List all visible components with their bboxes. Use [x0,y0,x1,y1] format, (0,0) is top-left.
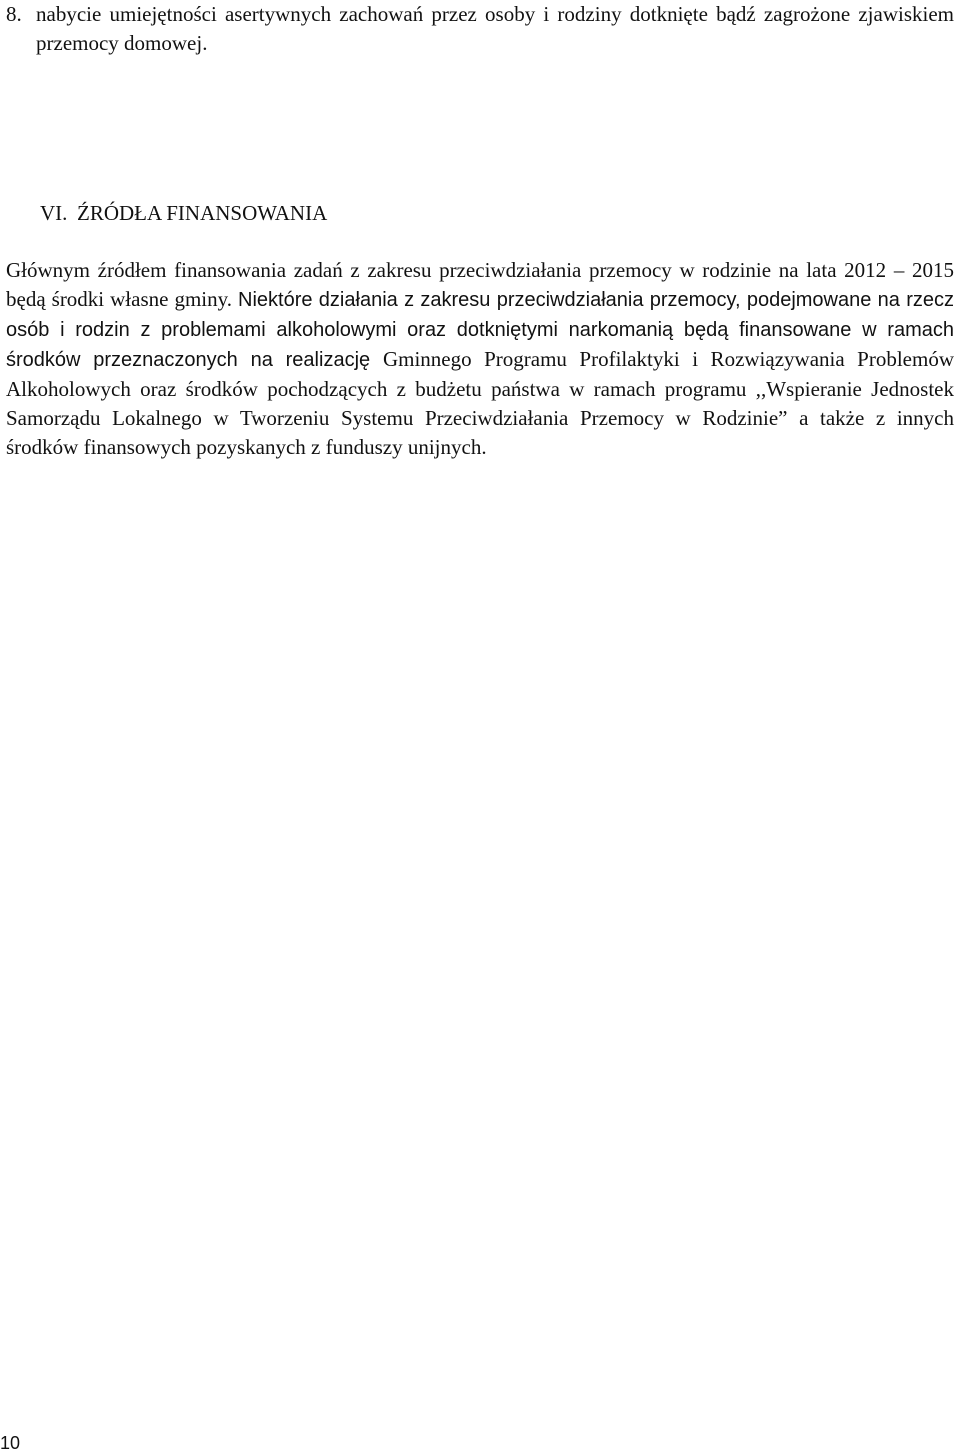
paragraph-part-2: Niektóre działania z zakresu przeciwdziałania przemocy, podejmowane na rzecz osób i rodzin z problemami alkoholowymi oraz dotkniętymi narkomanią będą finansowane w ramach środków przeznaczonych na realizację [6,289,955,371]
body-paragraph [6,256,954,462]
page-number: 10 [0,1433,21,1453]
list-item-text: nabycie umiejętności asertywnych zachowań przez osoby i rodziny dotknięte bądź zagrożone zjawiskiem przemocy domowej. [36,2,954,55]
section-number: VI. [40,201,68,225]
paragraph-part-3: Gminnego Programu Profilaktyki i Rozwiązywania Problemów Alkoholowych oraz środków pochodzących z budżetu państwa w ramach programu ,,Wspieranie Jednostek Samorządu Lokalnego w Tworzeniu Systemu Przeciwdziałania Przemocy w Rodzinie” a także z innych środków finansowych pozyskanych z funduszy unijnych. [6,347,954,459]
section-heading [40,199,327,228]
list-item [6,0,954,58]
list-item-number: 8. [6,2,22,26]
section-title: ŹRÓDŁA FINANSOWANIA [77,201,328,225]
paragraph-part-1: Głównym źródłem finansowania zadań z zakresu przeciwdziałania przemocy w rodzinie na lata 2012 – 2015 będą środki własne gminy. [6,258,954,311]
